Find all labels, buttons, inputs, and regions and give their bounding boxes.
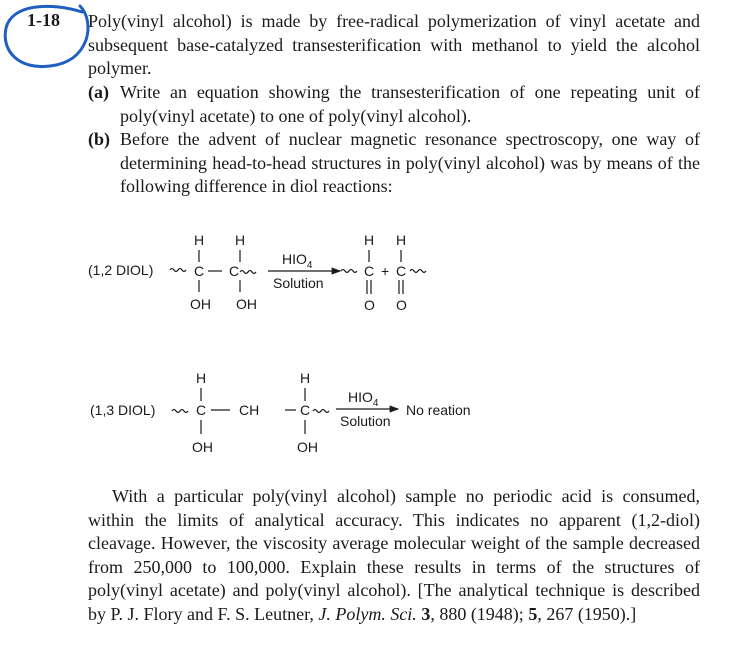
diol12-prod2-h: H <box>396 232 407 248</box>
polymer-chain-wavy <box>172 410 188 413</box>
problem-intro: Poly(vinyl alcohol) is made by free-radical polymerization of vinyl acetate and subsequent base-catalyzed transesterification with methanol to yield the alcohol polymer. <box>88 11 700 78</box>
diol12-h2: H <box>235 232 246 248</box>
diol12-reagent: $HIO_4$ <box>282 251 313 271</box>
diol13-oh1: OH <box>192 439 213 455</box>
diol12-h1: H <box>194 232 205 248</box>
journal-name: J. Polym. Sci. <box>318 603 417 624</box>
diol13-reagent: $HIO_4$ <box>348 389 379 409</box>
diol12-reaction <box>88 232 426 313</box>
part-a-text: Write an equation showing the transesterification of one repeating unit of poly(vinyl acetate) to one of poly(vinyl alcohol). <box>120 82 700 126</box>
diol13-no-reaction: No reation <box>406 402 471 418</box>
diol12-condition: Solution <box>273 275 324 291</box>
diol12-prod1-h: H <box>364 232 375 248</box>
diol13-c2: C <box>300 402 311 418</box>
diol13-h2: H <box>300 370 311 386</box>
diol12-prod2-c: C <box>396 263 407 279</box>
diol13-condition: Solution <box>340 413 391 429</box>
part-b-text: Before the advent of nuclear magnetic resonance spectroscopy, one way of determining head-to-head structures in poly(vinyl alcohol) was by means of the following difference in diol reactions: <box>120 129 700 196</box>
diol13-label: (1,3 DIOL) <box>90 402 156 418</box>
diol12-prod1-c: C <box>364 263 375 279</box>
diol13-oh2: OH <box>297 439 318 455</box>
polymer-chain-wavy <box>410 270 426 273</box>
problem-number: 1-18 <box>27 10 60 30</box>
diol12-label: (1,2 DIOL) <box>88 262 154 278</box>
closing-body: With a particular poly(vinyl alcohol) sample no periodic acid is consumed, within the limits of analytical accuracy. This indicates no apparent (1,2-diol) cleavage. However, the viscosity average molecular weight of the sample decreased from 250,000 to 100,000. Explain these results in terms of the structures of poly(vinyl acetate) and poly(vinyl alcohol). [The analytical technique is described by P. J. Flory and F. S. Leutner, <box>88 486 700 624</box>
diol12-oh2: OH <box>236 296 257 312</box>
reference-2: , 267 (1950).] <box>537 603 637 624</box>
diol12-prod2-o: O <box>396 297 407 313</box>
diol13-ch: CH <box>239 402 260 418</box>
volume-2: 5 <box>528 603 538 624</box>
diol12-c1: C <box>194 263 205 279</box>
part-a-label: (a) <box>88 82 109 102</box>
part-b-label: (b) <box>88 129 110 149</box>
diol13-reaction <box>90 370 471 455</box>
closing-text <box>88 485 700 626</box>
polymer-chain-wavy <box>240 271 256 274</box>
diol13-c1: C <box>196 402 207 418</box>
volume-1: 3 <box>421 603 431 624</box>
diol12-c2: C <box>229 263 240 279</box>
diol12-oh1: OH <box>190 296 211 312</box>
closing-paragraph <box>88 485 700 626</box>
polymer-chain-wavy <box>341 270 357 273</box>
polymer-chain-wavy <box>170 269 186 272</box>
polymer-chain-wavy <box>313 410 329 413</box>
diol12-prod1-o: O <box>364 297 375 313</box>
reference-1: , 880 (1948); <box>430 603 529 624</box>
diol12-plus: + <box>381 263 390 279</box>
diol13-h1: H <box>196 370 207 386</box>
